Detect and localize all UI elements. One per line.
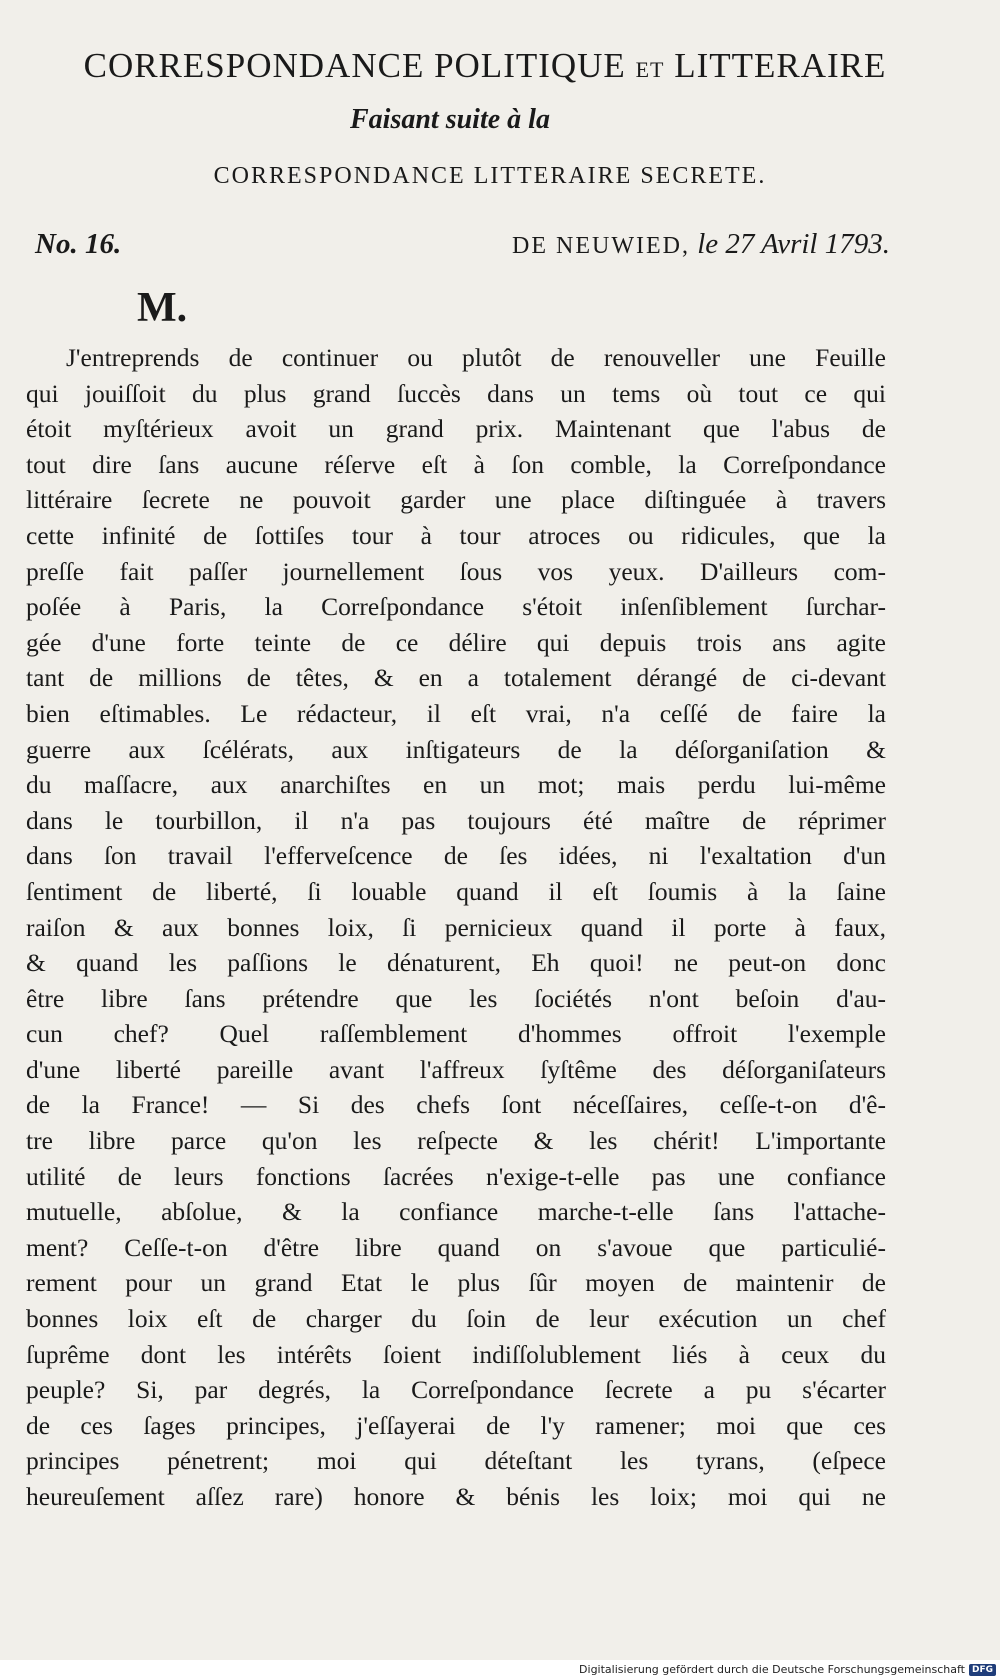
masthead-secret-title: CORRESPONDANCE LITTERAIRE SECRETE. [213,163,767,189]
dateline-place: DE NEUWIED, [512,233,690,259]
masthead-title [30,46,940,90]
text-line: guerre aux ſcélérats, aux inſtigateurs de la déſorganiſation & [26,734,886,764]
text-line: littéraire ſecrete ne pouvoit garder une place diſtinguée à travers [26,485,886,515]
credit-text: Digitalisierung gefördert durch die Deutsche Forschungsgemeinschaft [579,1663,965,1676]
title-main: CORRESPONDANCE POLITIQUE [83,46,626,85]
text-line: de ces ſages principes, j'eſſayerai de l'y ramener; moi que ces [26,1410,886,1440]
text-line: mutuelle, abſolue, & la confiance marche-t-elle ſans l'attache- [26,1197,886,1227]
text-line: qui jouiſſoit du plus grand ſuccès dans un tems où tout ce qui [26,378,886,408]
text-line: principes pénetrent; moi qui déteſtant les tyrans, (eſpece [26,1446,886,1476]
text-line: du maſſacre, aux anarchiſtes en un mot; mais perdu lui-même [26,770,886,800]
text-line: cette infinité de ſottiſes tour à tour atroces ou ridicules, que la [26,520,886,550]
dateline [512,224,890,266]
text-line: ment? Ceſſe-t-on d'être libre quand on s'avoue que particulié- [26,1232,886,1262]
text-line: être libre ſans prétendre que les ſociétés n'ont beſoin d'au- [26,983,886,1013]
text-line: tre libre parce qu'on les reſpecte & les chérit! L'importante [26,1126,886,1156]
issue-number: No. 16. [35,228,122,260]
text-line: tout dire ſans aucune réſerve eſt à ſon comble, la Correſpondance [26,449,886,479]
text-line: peuple? Si, par degrés, la Correſpondance ſecrete a pu s'écarter [26,1375,886,1405]
text-line: heureuſement aſſez rare) honore & bénis les loix; moi qui ne [26,1482,886,1511]
body-text [26,340,886,1515]
text-line: cun chef? Quel raſſemblement d'hommes offroit l'exemple [26,1019,886,1049]
salutation: M. [137,285,188,331]
text-line: bonnes loix eſt de charger du ſoin de leur exécution un chef [26,1304,886,1334]
digitization-credit [579,1663,996,1676]
issue-line [35,224,890,264]
text-line: preſſe fait paſſer journellement ſous vos yeux. D'ailleurs com- [26,556,886,586]
text-line: ſuprême dont les intérêts ſoient indiſſolublement liés à ceux du [26,1339,886,1369]
text-line: poſée à Paris, la Correſpondance s'étoit inſenſiblement ſurchar- [26,592,886,622]
text-line: rement pour un grand Etat le plus ſûr moyen de maintenir de [26,1268,886,1298]
text-line: dans ſon travail l'efferveſcence de ſes idées, ni l'exaltation d'un [26,841,886,871]
text-line: J'entreprends de continuer ou plutôt de renouveller une Feuille [66,343,886,372]
dfg-logo: DFG [969,1664,996,1676]
text-line: de la France! — Si des chefs ſont néceſſaires, ceſſe-t-on d'ê- [26,1090,886,1120]
masthead-subtitle: Faisant suite à la [350,104,550,135]
text-line: tant de millions de têtes, & en a totalement dérangé de ci-devant [26,663,886,693]
text-line: gée d'une forte teinte de ce délire qui depuis trois ans agite [26,627,886,657]
text-line: dans le tourbillon, il n'a pas toujours été maître de réprimer [26,805,886,835]
title-connector: ET [635,57,665,82]
text-line: d'une liberté pareille avant l'affreux ſyſtême des déſorganiſateurs [26,1054,886,1084]
text-line: raiſon & aux bonnes loix, ſi pernicieux quand il porte à faux, [26,912,886,942]
text-line: & quand les paſſions le dénaturent, Eh quoi! ne peut-on donc [26,948,886,978]
text-line: ſentiment de liberté, ſi louable quand il eſt ſoumis à la ſaine [26,876,886,906]
text-line: étoit myſtérieux avoit un grand prix. Maintenant que l'abus de [26,414,886,444]
text-line: bien eſtimables. Le rédacteur, il eſt vrai, n'a ceſſé de faire la [26,698,886,728]
dateline-date: le 27 Avril 1793. [697,228,890,260]
title-end: LITTERAIRE [674,46,887,85]
text-line: utilité de leurs fonctions ſacrées n'exige-t-elle pas une confiance [26,1161,886,1191]
